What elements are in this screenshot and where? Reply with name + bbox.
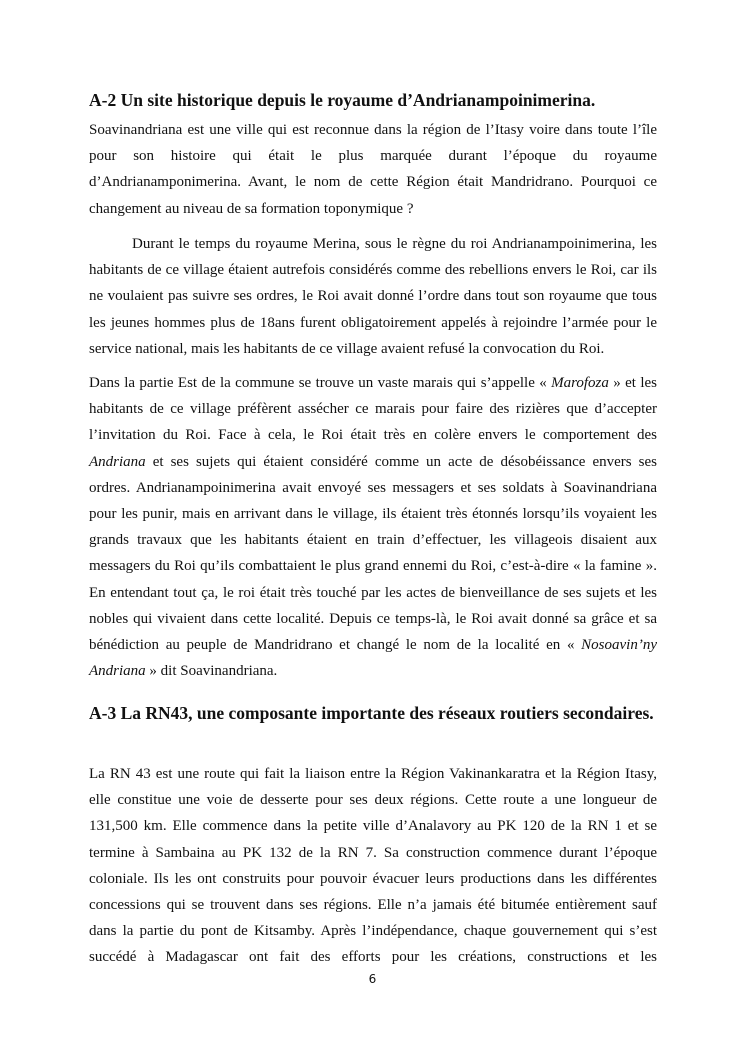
text-line: [89, 606, 657, 632]
text-segment: Durant le temps du royaume Merina, sous le règne du roi Andrianampoinimerina, les: [132, 236, 657, 252]
text-line: [89, 813, 657, 839]
text-segment: grands travaux que les habitants étaient en train d’effectuer, les villageois disaient aux: [89, 532, 657, 549]
text-line: [89, 840, 657, 866]
text-line: [89, 169, 657, 195]
italic-term: Andriana: [89, 663, 146, 680]
text-line: [89, 283, 657, 309]
text-line: [89, 501, 657, 527]
text-segment: messagers du Roi qu’ils combattaient le plus grand ennemi du Roi, c’est-à-dire « la famine ».: [89, 558, 657, 575]
text-segment: et ses sujets qui étaient considéré comme un acte de désobéissance envers ses: [145, 453, 657, 470]
text-line: [89, 370, 657, 396]
text-line: [89, 632, 657, 658]
text-line: [89, 336, 657, 362]
text-line: [89, 580, 657, 606]
text-segment: 131,500 km. Elle commence dans la petite ville d’Analavory au PK 120 de la RN 1 et se: [89, 818, 657, 835]
text-line: [89, 866, 657, 892]
italic-term: Nosoavin’ny: [581, 636, 657, 653]
text-line: [89, 449, 657, 475]
text-segment: service national, mais les habitants de ce village avaient refusé la convocation du Roi.: [89, 340, 605, 357]
text-segment: elle constitue une voie de desserte pour ses deux régions. Cette route a une longueur de: [89, 792, 657, 809]
text-segment: habitants de ce village étaient autrefois considérés comme des rebellions envers le Roi, car ils: [89, 262, 657, 279]
text-line: [89, 892, 657, 918]
text-line: [89, 117, 657, 143]
text-line: [89, 310, 657, 336]
text-segment: ne voulaient pas suivre ses ordres, le Roi avait donné l’ordre dans tout son royaume que tous: [89, 288, 657, 305]
text-segment: » dit Soavinandriana.: [145, 663, 278, 680]
text-line: [89, 422, 657, 448]
text-line: [89, 396, 657, 422]
italic-term: Marofoza: [551, 375, 609, 391]
text-line: [89, 658, 657, 684]
text-line: [89, 553, 657, 579]
text-segment: Dans la partie Est de la commune se trouve un vaste marais qui s’appelle «: [89, 375, 552, 391]
heading-a3: A-3 La RN43, une composante importante des réseaux routiers secondaires.: [89, 703, 654, 723]
text-segment: succédé à Madagascar ont fait des efforts pour les créations, constructions et les: [89, 949, 657, 966]
text-segment: coloniale. Ils les ont construits pour pouvoir évacuer leurs productions dans les différentes: [89, 870, 657, 887]
text-segment: bénédiction au peuple de Mandridrano et changé le nom de la localité en «: [89, 636, 582, 653]
text-segment: pour les punir, mais en arrivant dans le village, ils étaient très étonnés lorsqu’ils voyaient les: [89, 505, 657, 522]
text-segment: d’Andrianamponimerina. Avant, le nom de cette Région était Mandridrano. Pourquoi ce: [89, 174, 657, 191]
text-line: [89, 196, 657, 222]
text-segment: concessions qui se trouvent dans ses régions. Elle n’a jamais été bitumée entièrement sauf: [89, 896, 657, 913]
text-line: [89, 475, 657, 501]
text-line: [89, 257, 657, 283]
text-segment: les jeunes hommes plus de 18ans furent obligatoirement appelés à rejoindre l’armée pour le: [89, 314, 657, 331]
page-number: 6: [368, 972, 377, 986]
paragraph-4: [89, 761, 657, 971]
text-segment: » et les: [608, 375, 657, 391]
text-line: [89, 918, 657, 944]
text-line: [89, 231, 657, 257]
text-segment: ordres. Andrianampoinimerina avait envoyé ses messagers et ses soldats à Soavinandriana: [89, 479, 657, 496]
text-segment: termine à Sambaina au PK 132 de la RN 7. Sa construction commence durant l’époque: [89, 844, 657, 861]
paragraph-2: [89, 231, 657, 362]
text-segment: En entendant tout ça, le roi était très touché par les actes de bienveillance de ses sujets et les: [89, 584, 657, 601]
text-segment: habitants de ce village préfèrent assécher ce marais pour faire des rizières que d’accepter: [89, 401, 657, 418]
text-segment: pour son histoire qui était le plus marquée durant l’époque du royaume: [89, 148, 657, 165]
text-line: [89, 527, 657, 553]
text-segment: changement au niveau de sa formation toponymique ?: [89, 200, 414, 217]
heading-a2: A-2 Un site historique depuis le royaume d’Andrianampoinimerina.: [89, 90, 596, 110]
text-segment: Soavinandriana est une ville qui est reconnue dans la région de l’Itasy voire dans toute l’île: [89, 122, 657, 138]
text-segment: dans la partie du pont de Kitsamby. Après l’indépendance, chaque gouvernement qui s’est: [89, 923, 657, 940]
text-line: [89, 787, 657, 813]
paragraph-1: [89, 117, 657, 222]
italic-term: Andriana: [89, 453, 146, 470]
text-segment: La RN 43 est une route qui fait la liaison entre la Région Vakinankaratra et la Région Itasy,: [89, 766, 657, 782]
text-line: [89, 944, 657, 970]
paragraph-3: [89, 370, 657, 684]
text-line: [89, 143, 657, 169]
text-line: [89, 761, 657, 787]
text-segment: l’invitation du Roi. Face à cela, le Roi était très en colère envers le comportement des: [89, 427, 657, 444]
text-segment: nobles qui vivaient dans cette localité. Depuis ce temps-là, le Roi avait donné sa grâce et sa: [89, 610, 657, 627]
